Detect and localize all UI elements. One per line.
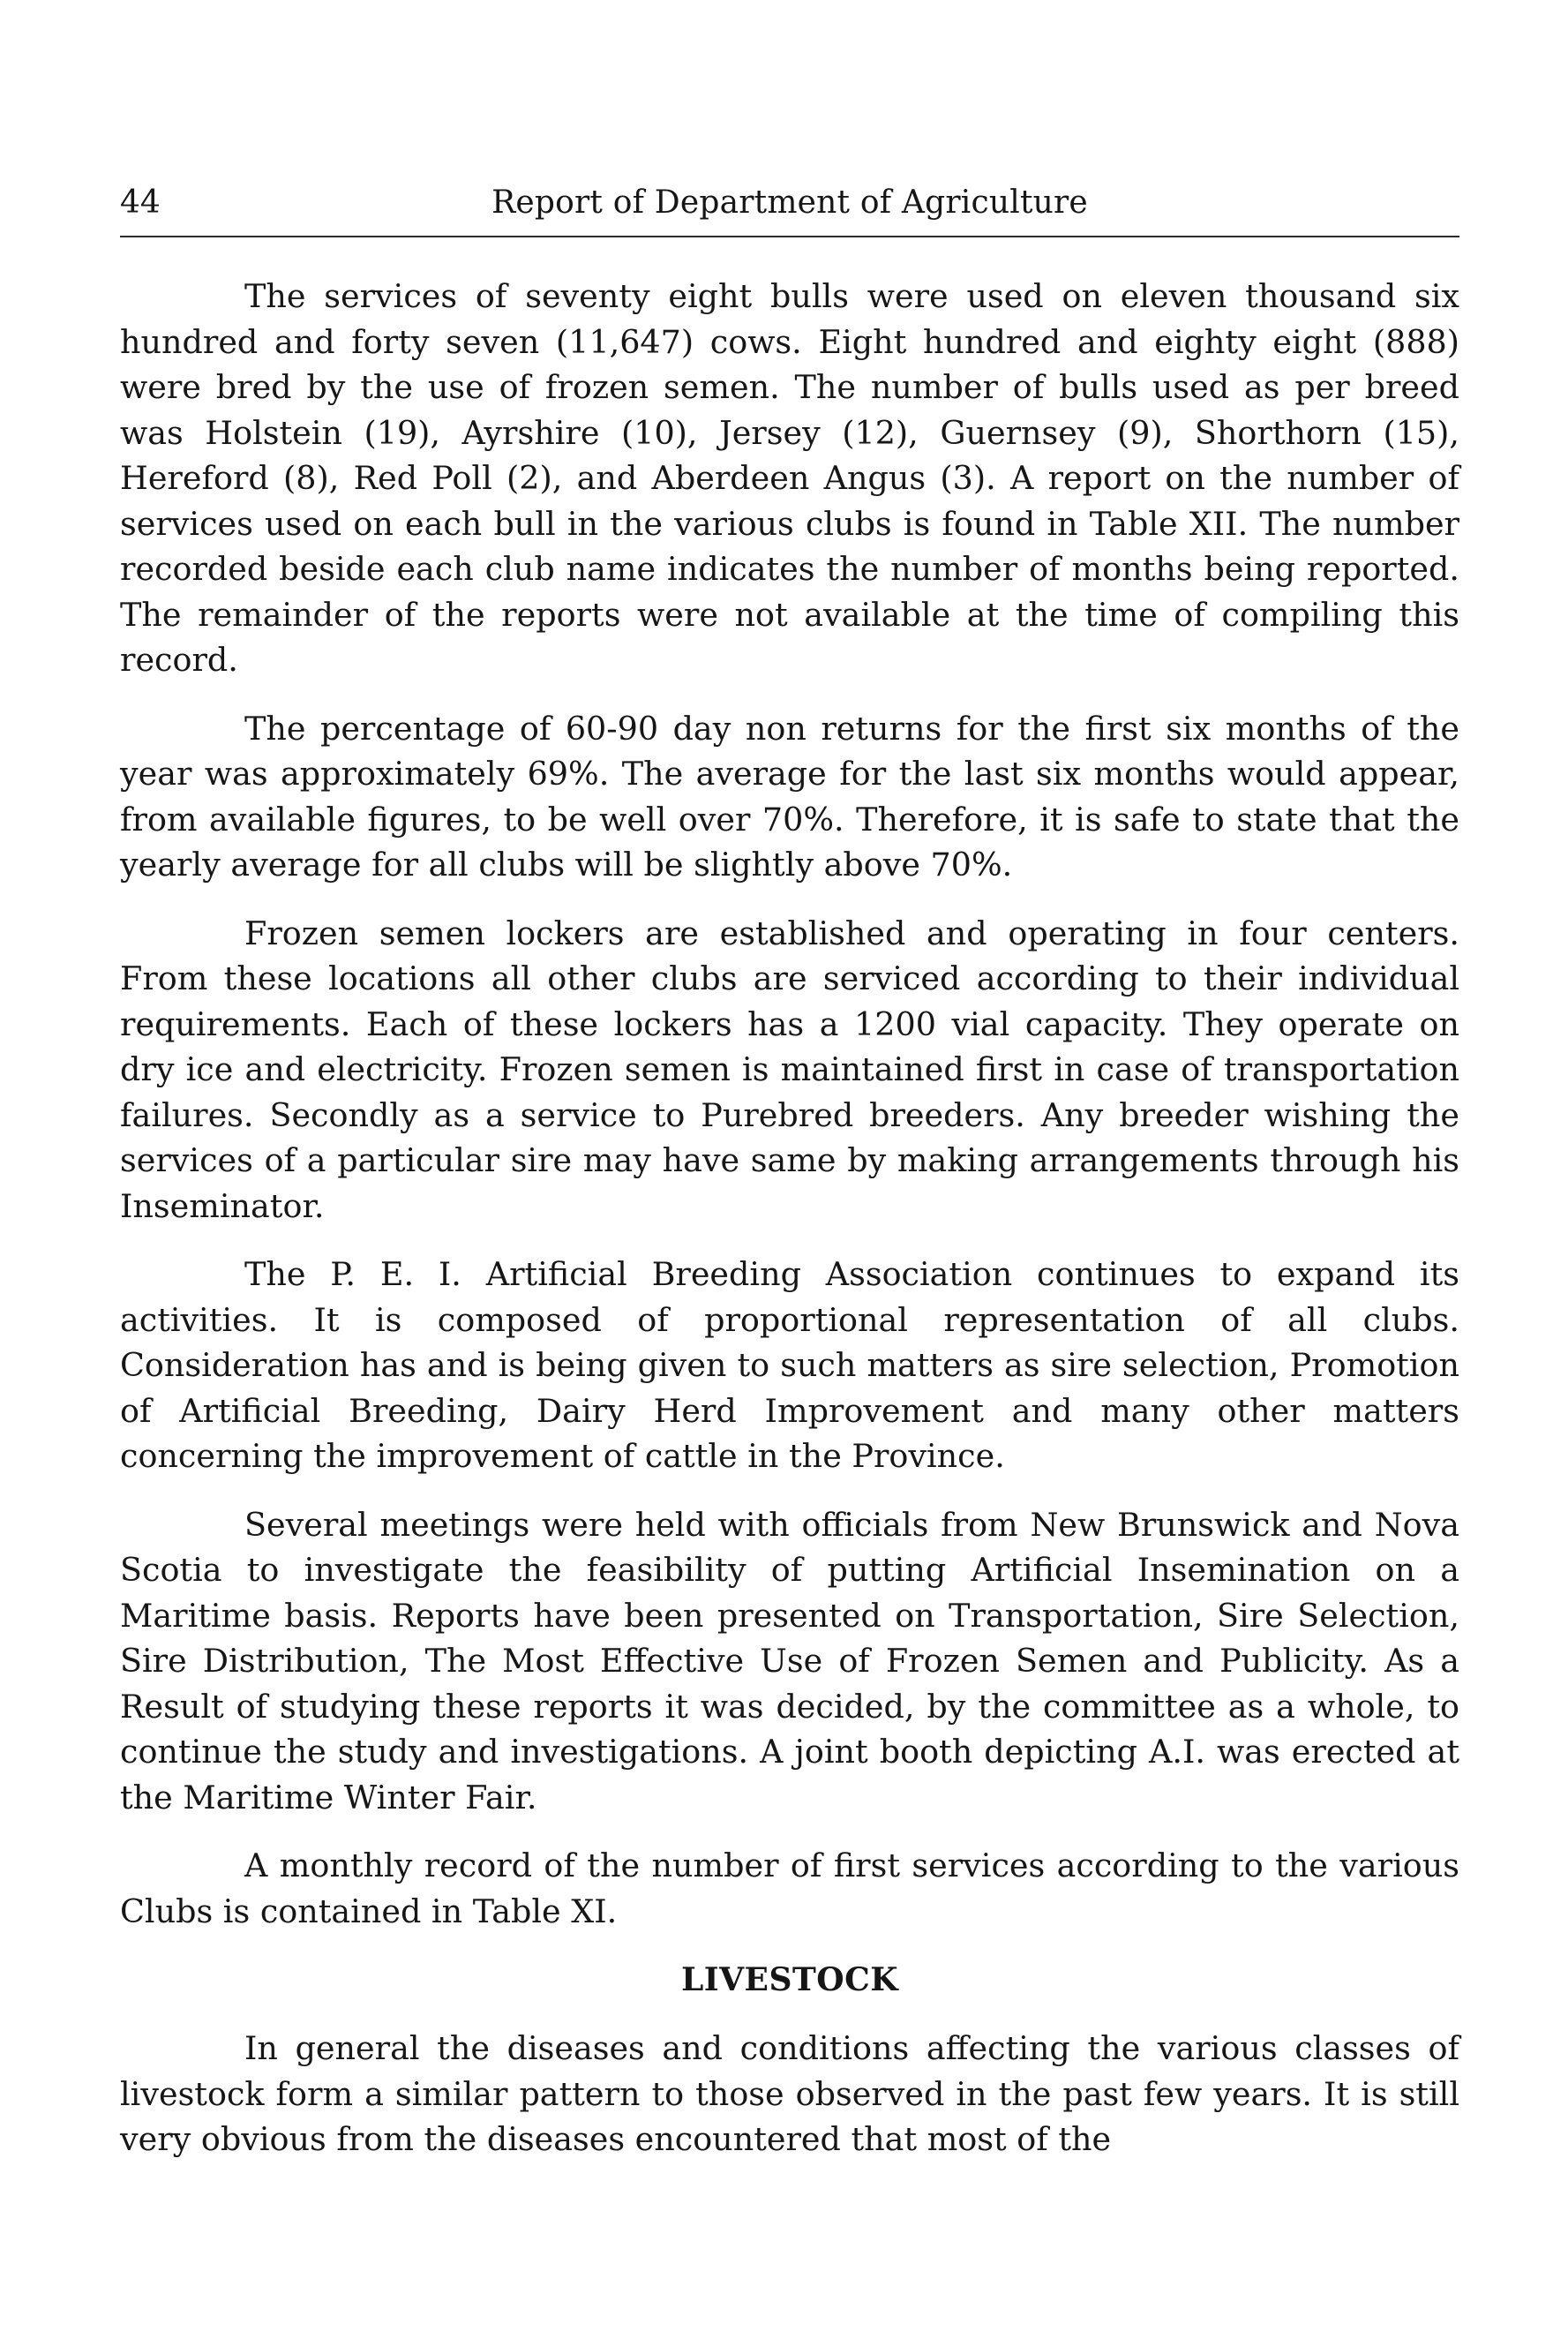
paragraph-bull-services: The services of seventy eight bulls were used on eleven thousand six hundred and forty seven (11,647) cows. Eight hundred and eighty eight (888) were bred by the use of frozen semen. The number of bulls used as per breed was Holstein (19), Ayrshire (10), Jersey (12), Guernsey (9), Shorthorn (15), Hereford (8), Red Poll (2), and Aberdeen Angus (3). A report on the number of services used on each bull in the various clubs is found in Table XII. The number recorded beside each club name indicates the number of months being reported. The remainder of the reports were not available at the time of compiling this record.	[120, 277, 1459, 679]
paragraph-non-returns: The percentage of 60-90 day non returns for the first six months of the year was approximately 69%. The average for the last six months would appear, from available figures, to be well over 70%. Therefore, it is safe to state that the yearly average for all clubs will be slightly above 70%.	[120, 709, 1459, 884]
page-number: 44	[120, 184, 161, 221]
section-heading-livestock: LIVESTOCK	[680, 1961, 899, 1998]
paragraph-breeding-association: The P. E. I. Artificial Breeding Association continues to expand its activities. It is composed of proportional representation of all clubs. Consideration has and is being given to such matters as sire selection, Promotion of Artificial Breeding, Dairy Herd Improvement and many other matters concerning the improvement of cattle in the Province.	[120, 1255, 1459, 1475]
page-header	[120, 182, 1459, 231]
paragraph-maritime-meetings: Several meetings were held with officials from New Brunswick and Nova Scotia to investigate the feasibility of putting Artificial Insemination on a Maritime basis. Reports have been presented on Transportation, Sire Selection, Sire Distribution, The Most Effective Use of Frozen Semen and Publicity. As a Result of studying these reports it was decided, by the committee as a whole, to continue the study and investigations. A joint booth depicting A.I. was erected at the Maritime Winter Fair.	[120, 1505, 1459, 1816]
running-head: Report of Department of Agriculture	[491, 184, 1088, 221]
body-text	[120, 274, 1459, 2162]
paragraph-livestock-diseases: In general the diseases and conditions affecting the various classes of livestock form a similar pattern to those observed in the past few years. It is still very obvious from the diseases encountered that most of the	[120, 2029, 1459, 2158]
paragraph-semen-lockers: Frozen semen lockers are established and operating in four centers. From these locations all other clubs are serviced according to their individual requirements. Each of these lockers has a 1200 vial capacity. They operate on dry ice and electricity. Frozen semen is maintained first in case of transportation failures. Secondly as a service to Purebred breeders. Any breeder wishing the services of a particular sire may have same by making arrangements through his Inseminator.	[120, 914, 1459, 1225]
header-rule	[120, 236, 1459, 237]
paragraph-monthly-record: A monthly record of the number of first services according to the various Clubs is contained in Table XI.	[120, 1846, 1459, 1930]
